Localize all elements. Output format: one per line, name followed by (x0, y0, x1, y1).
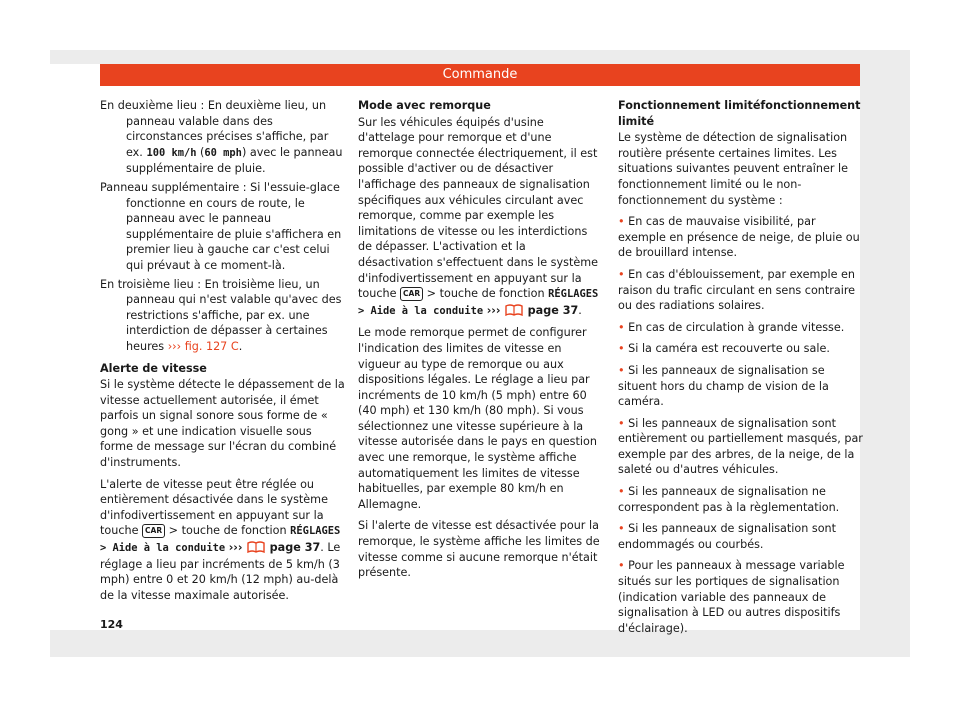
list-item (618, 416, 863, 478)
definition-item: En deuxième lieu : En deuxième lieu, un panneau valable dans des circonstances précises s'affiche, par ex. 100 km/h (60 mph) avec le panneau supplémentaire de pluie. (100, 99, 343, 176)
text: . (578, 303, 582, 317)
page-link[interactable]: page 37 (527, 303, 579, 317)
list-item (618, 214, 863, 261)
column-1 (100, 98, 345, 609)
bullet-icon: • (618, 559, 625, 573)
bullet-list (618, 214, 863, 636)
paragraph: Le système de détection de signalisation routière présente certaines limites. Les situations suivantes peuvent entraîner le fonctionnement limité ou le non-fonctionnement du système : (618, 131, 848, 207)
column-3 (618, 98, 863, 642)
car-button-icon: CAR (142, 524, 165, 538)
period: . (238, 339, 243, 353)
list-item-text: En cas de circulation à grande vitesse. (628, 320, 845, 334)
ref-arrow: ››› (167, 339, 182, 353)
definition-item (100, 180, 345, 274)
definition-text: En troisième lieu, un panneau qui n'est valable qu'avec des restrictions s'affiche, par ex. une interdiction de dépasser à certaines heures (126, 277, 342, 353)
list-item (618, 341, 863, 357)
section-header: Commande (100, 64, 860, 86)
bullet-icon: • (618, 215, 625, 229)
list-item-text: Si les panneaux de signalisation ne correspondent pas à la règlementation. (618, 485, 840, 514)
ref-arrow: ››› (486, 303, 501, 317)
list-item (618, 521, 863, 552)
bullet-icon: • (618, 522, 625, 536)
list-item (618, 320, 863, 336)
heading-speed-alert: Alerte de vitesse (100, 361, 207, 375)
list-item-text: Si les panneaux de signalisation sont entièrement ou partiellement masqués, par exemple par des arbres, de la neige, de la saleté ou d'autres véhicules. (618, 416, 863, 477)
page-link[interactable]: page 37 (269, 541, 321, 555)
ref-arrow: ››› (228, 541, 243, 555)
heading-limited-function: Fonctionnement limitéfonctionnement limité (618, 99, 861, 128)
speed-code-kmh: 100 km/h (146, 146, 197, 159)
bullet-icon: • (618, 363, 625, 377)
paragraph (358, 115, 603, 320)
paragraph: Si l'alerte de vitesse est désactivée pour la remorque, le système affiche les limites de vitesse comme si aucune remorque n'était présente. (358, 519, 600, 580)
definition-text: Si l'essuie-glace fonctionne en cours de route, le panneau avec le panneau supplémentaire de pluie s'affichera en premier lieu à gauche car c'est celui qui prévaut à ce moment-là. (126, 180, 342, 272)
bullet-icon: • (618, 267, 625, 281)
bullet-icon: • (618, 485, 625, 499)
list-item-text: Si les panneaux de signalisation se situent hors du champ de vision de la caméra. (618, 363, 829, 409)
definition-tail: avec le panneau supplémentaire de pluie. (126, 145, 343, 176)
list-item (618, 267, 863, 314)
definition-term: Panneau supplémentaire : (100, 180, 247, 194)
list-item-text: Pour les panneaux à message variable situés sur les portiques de signalisation (indication variable des panneaux de signalisation à LED ou autres dispositifs d'éclairage). (618, 559, 845, 635)
list-item-text: En cas d'éblouissement, par exemple en raison du trafic circulant en sens contraire ou des radiations solaires. (618, 267, 856, 313)
speed-code-mph: 60 mph (204, 146, 242, 159)
text: . Le réglage a lieu par incréments de 5 km/h (3 mph) entre 0 et 20 km/h (12 mph) au-delà de la vitesse maximale autorisée. (100, 541, 341, 602)
page-number: 124 (100, 618, 123, 631)
column-2 (358, 98, 603, 587)
paragraph: Le mode remorque permet de configurer l'indication des limites de vitesse en vigueur au type de remorque ou aux dispositions légales. Le réglage a lieu par incréments de 10 km/h (5 mph) entre 60 (40 mph) et 130 km/h (80 mph). Si vous sélectionnez une vitesse supérieure à la vitesse autorisée dans le pays en question avec une remorque, le système affiche automatiquement les limites de vitesse habituelles, par exemple 80 km/h en Allemagne. (358, 326, 597, 511)
bullet-icon: • (618, 416, 625, 430)
list-item (618, 558, 863, 636)
definition-text: En deuxième lieu, un panneau valable dans des circonstances précises s'affiche, par ex. (126, 99, 329, 159)
definition-term: En deuxième lieu : (100, 99, 205, 112)
list-item-text: Si les panneaux de signalisation sont endommagés ou courbés. (618, 522, 837, 551)
list-item (618, 363, 863, 410)
menu-path: RÉGLAGES > Aide à la conduite (100, 525, 341, 555)
text: L'alerte de vitesse peut être réglée ou entièrement désactivée dans le système d'infodivertissement en appuyant sur la touche (100, 477, 328, 538)
paragraph (100, 477, 345, 604)
figure-link[interactable]: fig. 127 (184, 339, 228, 353)
definition-term: En troisième lieu : (100, 277, 202, 291)
list-item (618, 484, 863, 515)
list-item-text: En cas de mauvaise visibilité, par exemple en présence de neige, de pluie ou de brouillard intense. (618, 215, 860, 260)
car-button-icon: CAR (400, 287, 423, 301)
menu-path: RÉGLAGES > Aide à la conduite (358, 288, 599, 317)
text: > touche de fonction (168, 524, 287, 538)
bullet-icon: • (618, 342, 625, 356)
text: > touche de fonction (426, 287, 545, 301)
definition-item (100, 277, 345, 355)
text: Sur les véhicules équipés d'usine d'attelage pour remorque et d'une remorque connectée électriquement, il est possible d'activer ou de désactiver l'affichage des panneaux de signalisation spécifiques aux véhicules circulant avec remorque, comme par exemple les limitations de vitesse ou les interdictions de dépasser. L'activation et la désactivation s'effectuent dans le système d'infodivertissement en appuyant sur la touche (358, 115, 599, 301)
figure-letter: C (230, 339, 239, 353)
paragraph: Si le système détecte le dépassement de la vitesse actuellement autorisée, il émet parfois un signal sonore sous forme de « gong » et une indication visuelle sous forme de message sur l'écran du combiné d'instruments. (100, 378, 345, 470)
bullet-icon: • (618, 320, 625, 334)
list-item-text: Si la caméra est recouverte ou sale. (628, 342, 830, 356)
book-warning-icon (246, 540, 266, 553)
book-warning-icon (504, 303, 524, 316)
heading-trailer-mode: Mode avec remorque (358, 99, 491, 112)
